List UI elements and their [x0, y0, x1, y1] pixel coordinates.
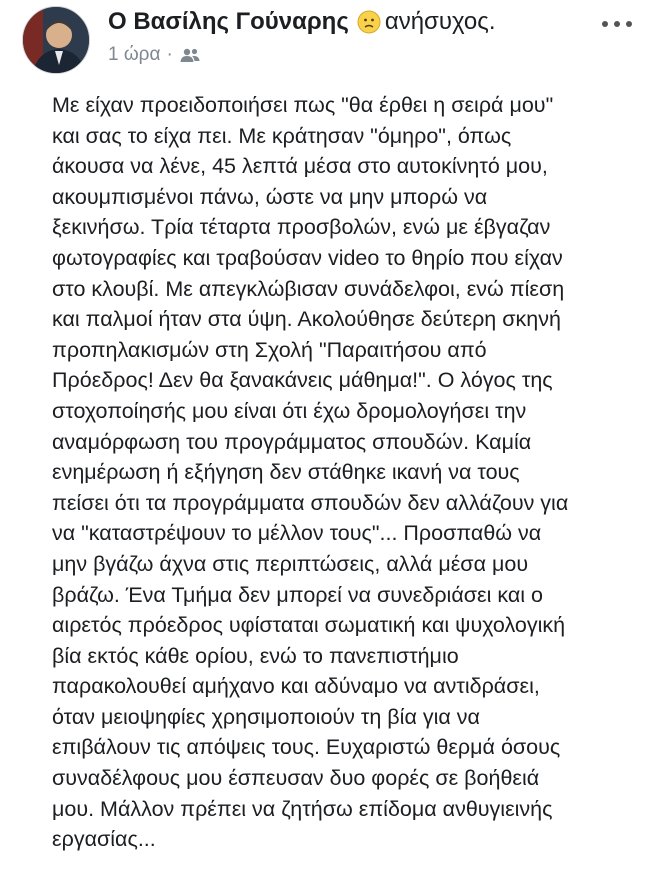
post-text-line: και σας το είχα πει. Με κράτησαν "όμηρο", όπως [52, 123, 512, 148]
post-text-line: μην βγάζω άχνα στις περιπτώσεις, αλλά μέσα μου [52, 551, 529, 576]
post-text-line: βία εκτός κάθε ορίου, ενώ το πανεπιστήμιο [52, 643, 459, 668]
worried-face-icon [357, 10, 381, 34]
post-text-line: να "καταστρέψουν το μέλλον τους"... Προσπαθώ να [52, 521, 542, 546]
avatar[interactable] [22, 6, 90, 74]
post-text-line: και παλμοί ήταν στα ύψη. Ακολούθησε δεύτερη σκηνή [52, 307, 561, 332]
author-line [108, 8, 496, 36]
post-text-line: προπηλακισμών στη Σχολή "Παραιτήσου από [52, 337, 487, 362]
feeling-text: ανήσυχος. [384, 8, 496, 35]
post-text-line: ακουμπισμένοι πάνω, ώστε να μην μπορώ να [52, 184, 488, 209]
post-header [22, 6, 632, 72]
post-text-line: επιβάλουν τις απόψεις τους. Ευχαριστώ θερμά όσους [52, 735, 561, 760]
post-text-line: πείσει ότι τα προγράμματα σπουδών δεν αλλάζουν για [52, 490, 569, 515]
avatar-image [23, 7, 89, 73]
post-text-line: όταν μειοψηφίες χρησιμοποιούν τη βία για να [52, 704, 480, 729]
post-text-line: εργασίας... [52, 827, 156, 852]
post-text-line: βράζω. Ένα Τμήμα δεν μπορεί να συνεδριάσει και ο [52, 582, 543, 607]
post-text-line: παρακολουθεί αμήχανο και αδύναμο να αντιδράσει, [52, 674, 540, 699]
post-text-line: ξεκινήσω. Τρία τέταρτα προσβολών, ενώ με έβγαζαν [52, 215, 551, 240]
post-text-line: άκουσα να λένε, 45 λεπτά μέσα στο αυτοκίνητό μου, [52, 154, 548, 179]
post-text-line: μου. Μάλλον πρέπει να ζητήσω επίδομα ανθυγιεινής [52, 796, 553, 821]
post-text-line: Πρόεδρος! Δεν θα ξανακάνεις μάθημα!". Ο λόγος της [52, 368, 553, 393]
post-text-line: συναδέλφους μου έσπευσαν δυο φορές σε βοήθειά [52, 766, 540, 791]
post-body [52, 90, 632, 855]
options-dot-icon [626, 21, 632, 27]
post-text-line: αιρετός πρόεδρος υφίσταται σωματική και ψυχολογική [52, 613, 566, 638]
post-text-line: ενημέρωση ή εξήγηση δεν στάθηκε ικανή να τους [52, 460, 520, 485]
separator-dot: · [166, 44, 173, 65]
timestamp[interactable]: 1 ώρα [108, 44, 161, 65]
post-options-button[interactable] [602, 14, 632, 34]
post-text-line: Με είχαν προειδοποιήσει πως "θα έρθει η σειρά μου" [52, 93, 554, 117]
post-text-line: στο κλουβί. Με απεγκλώβισαν συνάδελφοι, ενώ πίεση [52, 276, 565, 301]
post-text-line: στοχοποίησής μου είναι ότι έχω δρομολογήσει την [52, 398, 527, 423]
friends-icon[interactable] [179, 47, 201, 63]
post-meta [108, 44, 201, 66]
post-text-line: φωτογραφίες και τραβούσαν video το θηρίο που είχαν [52, 245, 563, 270]
options-dot-icon [614, 21, 620, 27]
author-name[interactable]: Ο Βασίλης Γούναρης [108, 8, 349, 35]
options-dot-icon [602, 21, 608, 27]
post-text-line: αναμόρφωση του προγράμματος σπουδών. Καμία [52, 429, 532, 454]
